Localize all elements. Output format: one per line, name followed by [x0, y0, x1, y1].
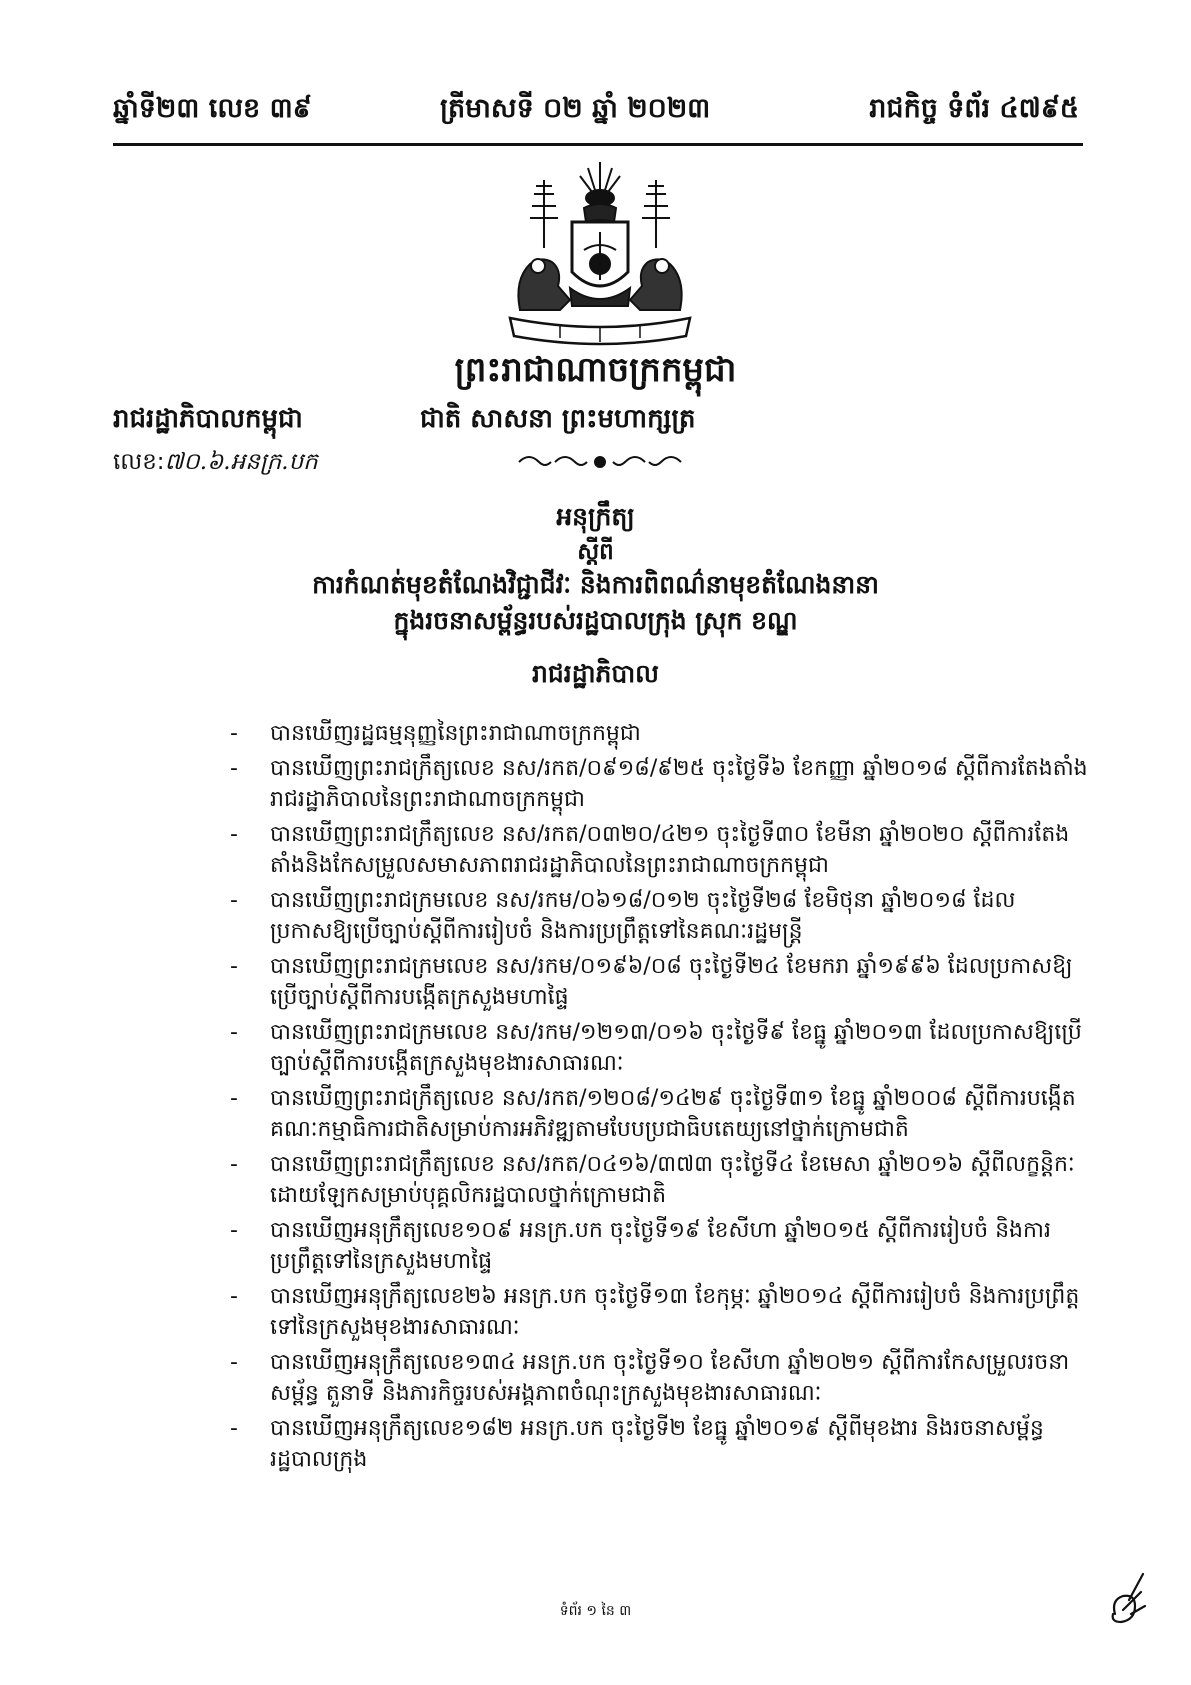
handwritten-initials-icon [1105, 1570, 1153, 1628]
decorative-divider-icon [515, 448, 685, 474]
list-item: - បានឃើញព្រះរាជក្រឹត្យលេខ នស/រកត/០៤១៦/៣៧៣ ចុះថ្ងៃទី៤ ខែមេសា ឆ្នាំ២០១៦ ស្តីពីលក្ខន្តិកៈដោយឡែកសម្រាប់បុគ្គលិករដ្ឋបាលថ្នាក់ក្រោមជាតិ [230, 1149, 1088, 1211]
list-item: - បានឃើញព្រះរាជក្រឹត្យលេខ នស/រកត/១២០៨/១៤២៩ ចុះថ្ងៃទី៣១ ខែធ្នូ ឆ្នាំ២០០៨ ស្តីពីការបង្កើតគណៈកម្មាធិការជាតិសម្រាប់ការអភិវឌ្ឍតាមបែបប្រជាធិបតេយ្យនៅថ្នាក់ក្រោមជាតិ [230, 1083, 1088, 1145]
list-item: - បានឃើញអនុក្រឹត្យលេខ២៦ អនក្រ.បក ចុះថ្ងៃទី១៣ ខែកុម្ភៈ ឆ្នាំ២០១៤ ស្តីពីការរៀបចំ និងការប្រព្រឹត្តទៅនៃក្រសួងមុខងារសាធារណៈ [230, 1281, 1088, 1343]
list-item: - បានឃើញព្រះរាជក្រមលេខ នស/រកម/០១៩៦/០៨ ចុះថ្ងៃទី២៤ ខែមករា ឆ្នាំ១៩៩៦ ដែលប្រកាសឱ្យប្រើច្បាប់ស្តីពីការបង្កើតក្រសួងមហាផ្ទៃ [230, 951, 1088, 1013]
reference-handwritten-number: ៧០.៦.អនក្រ.បក [164, 449, 318, 475]
reference-prefix: លេខ: [113, 449, 165, 475]
page-indicator: ទំព័រ ១ នៃ ៣ [559, 1603, 632, 1619]
gazette-year-issue: ឆ្នាំទី២៣ លេខ ៣៩ [113, 93, 312, 124]
gazette-page-number: រាជកិច្ច ទំព័រ ៤៧៩៥ [869, 93, 1079, 124]
list-item: - បានឃើញអនុក្រឹត្យលេខ១៨២ អនក្រ.បក ចុះថ្ងៃទី២ ខែធ្នូ ឆ្នាំ២០១៩ ស្តីពីមុខងារ និងរចនាសម្ព័ន្ធរដ្ឋបាលក្រុង [230, 1413, 1088, 1475]
list-item: - បានឃើញអនុក្រឹត្យលេខ១០៩ អនក្រ.បក ចុះថ្ងៃទី១៩ ខែសីហា ឆ្នាំ២០១៥ ស្តីពីការរៀបចំ និងការប្រព្រឹត្តទៅនៃក្រសួងមហាផ្ទៃ [230, 1215, 1088, 1277]
kingdom-title: ព្រះរាជាណាចក្រកម្ពុជា [454, 350, 737, 390]
document-subject-line-1: ការកំណត់មុខតំណែងវិជ្ជាជីវៈ និងការពិពណ៌នាមុខតំណែងនានា [312, 570, 879, 599]
national-motto: ជាតិ សាសនា ព្រះមហាក្សត្រ [420, 404, 696, 434]
document-type: អនុក្រឹត្យ [556, 502, 635, 531]
list-item: - បានឃើញព្រះរាជក្រមលេខ នស/រកម/០៦១៨/០១២ ចុះថ្ងៃទី២៨ ខែមិថុនា ឆ្នាំ២០១៨ ដែលប្រកាសឱ្យប្រើច្បាប់ស្តីពីការរៀបចំ និងការប្រព្រឹត្តទៅនៃគណៈរដ្ឋមន្ត្រី [230, 885, 1088, 947]
reference-number [113, 448, 318, 481]
government-name: រាជរដ្ឋាភិបាលកម្ពុជា [113, 404, 303, 434]
document-subject-line-2: ក្នុងរចនាសម្ព័ន្ធរបស់រដ្ឋបាលក្រុង ស្រុក ខណ្ឌ [393, 606, 798, 635]
considerations-list [230, 718, 1088, 1479]
list-item: - បានឃើញរដ្ឋធម្មនុញ្ញនៃព្រះរាជាណាចក្រកម្ពុជា [230, 718, 1088, 749]
royal-coat-of-arms-icon [500, 160, 700, 350]
list-item: - បានឃើញព្រះរាជក្រឹត្យលេខ នស/រកត/០៣២០/៤២១ ចុះថ្ងៃទី៣០ ខែមីនា ឆ្នាំ២០២០ ស្តីពីការតែងតាំងនិងកែសម្រួលសមាសភាពរាជរដ្ឋាភិបាលនៃព្រះរាជាណាចក្រកម្ពុជា [230, 819, 1088, 881]
list-item: - បានឃើញព្រះរាជក្រឹត្យលេខ នស/រកត/០៩១៨/៩២៥ ចុះថ្ងៃទី៦ ខែកញ្ញា ឆ្នាំ២០១៨ ស្តីពីការតែងតាំងរាជរដ្ឋាភិបាលនៃព្រះរាជាណាចក្រកម្ពុជា [230, 753, 1088, 815]
list-item: - បានឃើញព្រះរាជក្រមលេខ នស/រកម/១២១៣/០១៦ ចុះថ្ងៃទី៩ ខែធ្នូ ឆ្នាំ២០១៣ ដែលប្រកាសឱ្យប្រើច្បាប់ស្តីពីការបង្កើតក្រសួងមុខងារសាធារណៈ [230, 1017, 1088, 1079]
document-about: ស្តីពី [577, 539, 614, 565]
issuing-authority: រាជរដ្ឋាភិបាល [532, 659, 659, 688]
list-item: - បានឃើញអនុក្រឹត្យលេខ១៣៤ អនក្រ.បក ចុះថ្ងៃទី១០ ខែសីហា ឆ្នាំ២០២១ ស្តីពីការកែសម្រួលរចនាសម្ព័ន្ធ តួនាទី និងភារកិច្ចរបស់អង្គភាពចំណុះក្រសួងមុខងារសាធារណៈ [230, 1347, 1088, 1409]
gazette-quarter: ត្រីមាសទី ០២ ឆ្នាំ ២០២៣ [440, 93, 711, 124]
header-divider [113, 143, 1083, 146]
